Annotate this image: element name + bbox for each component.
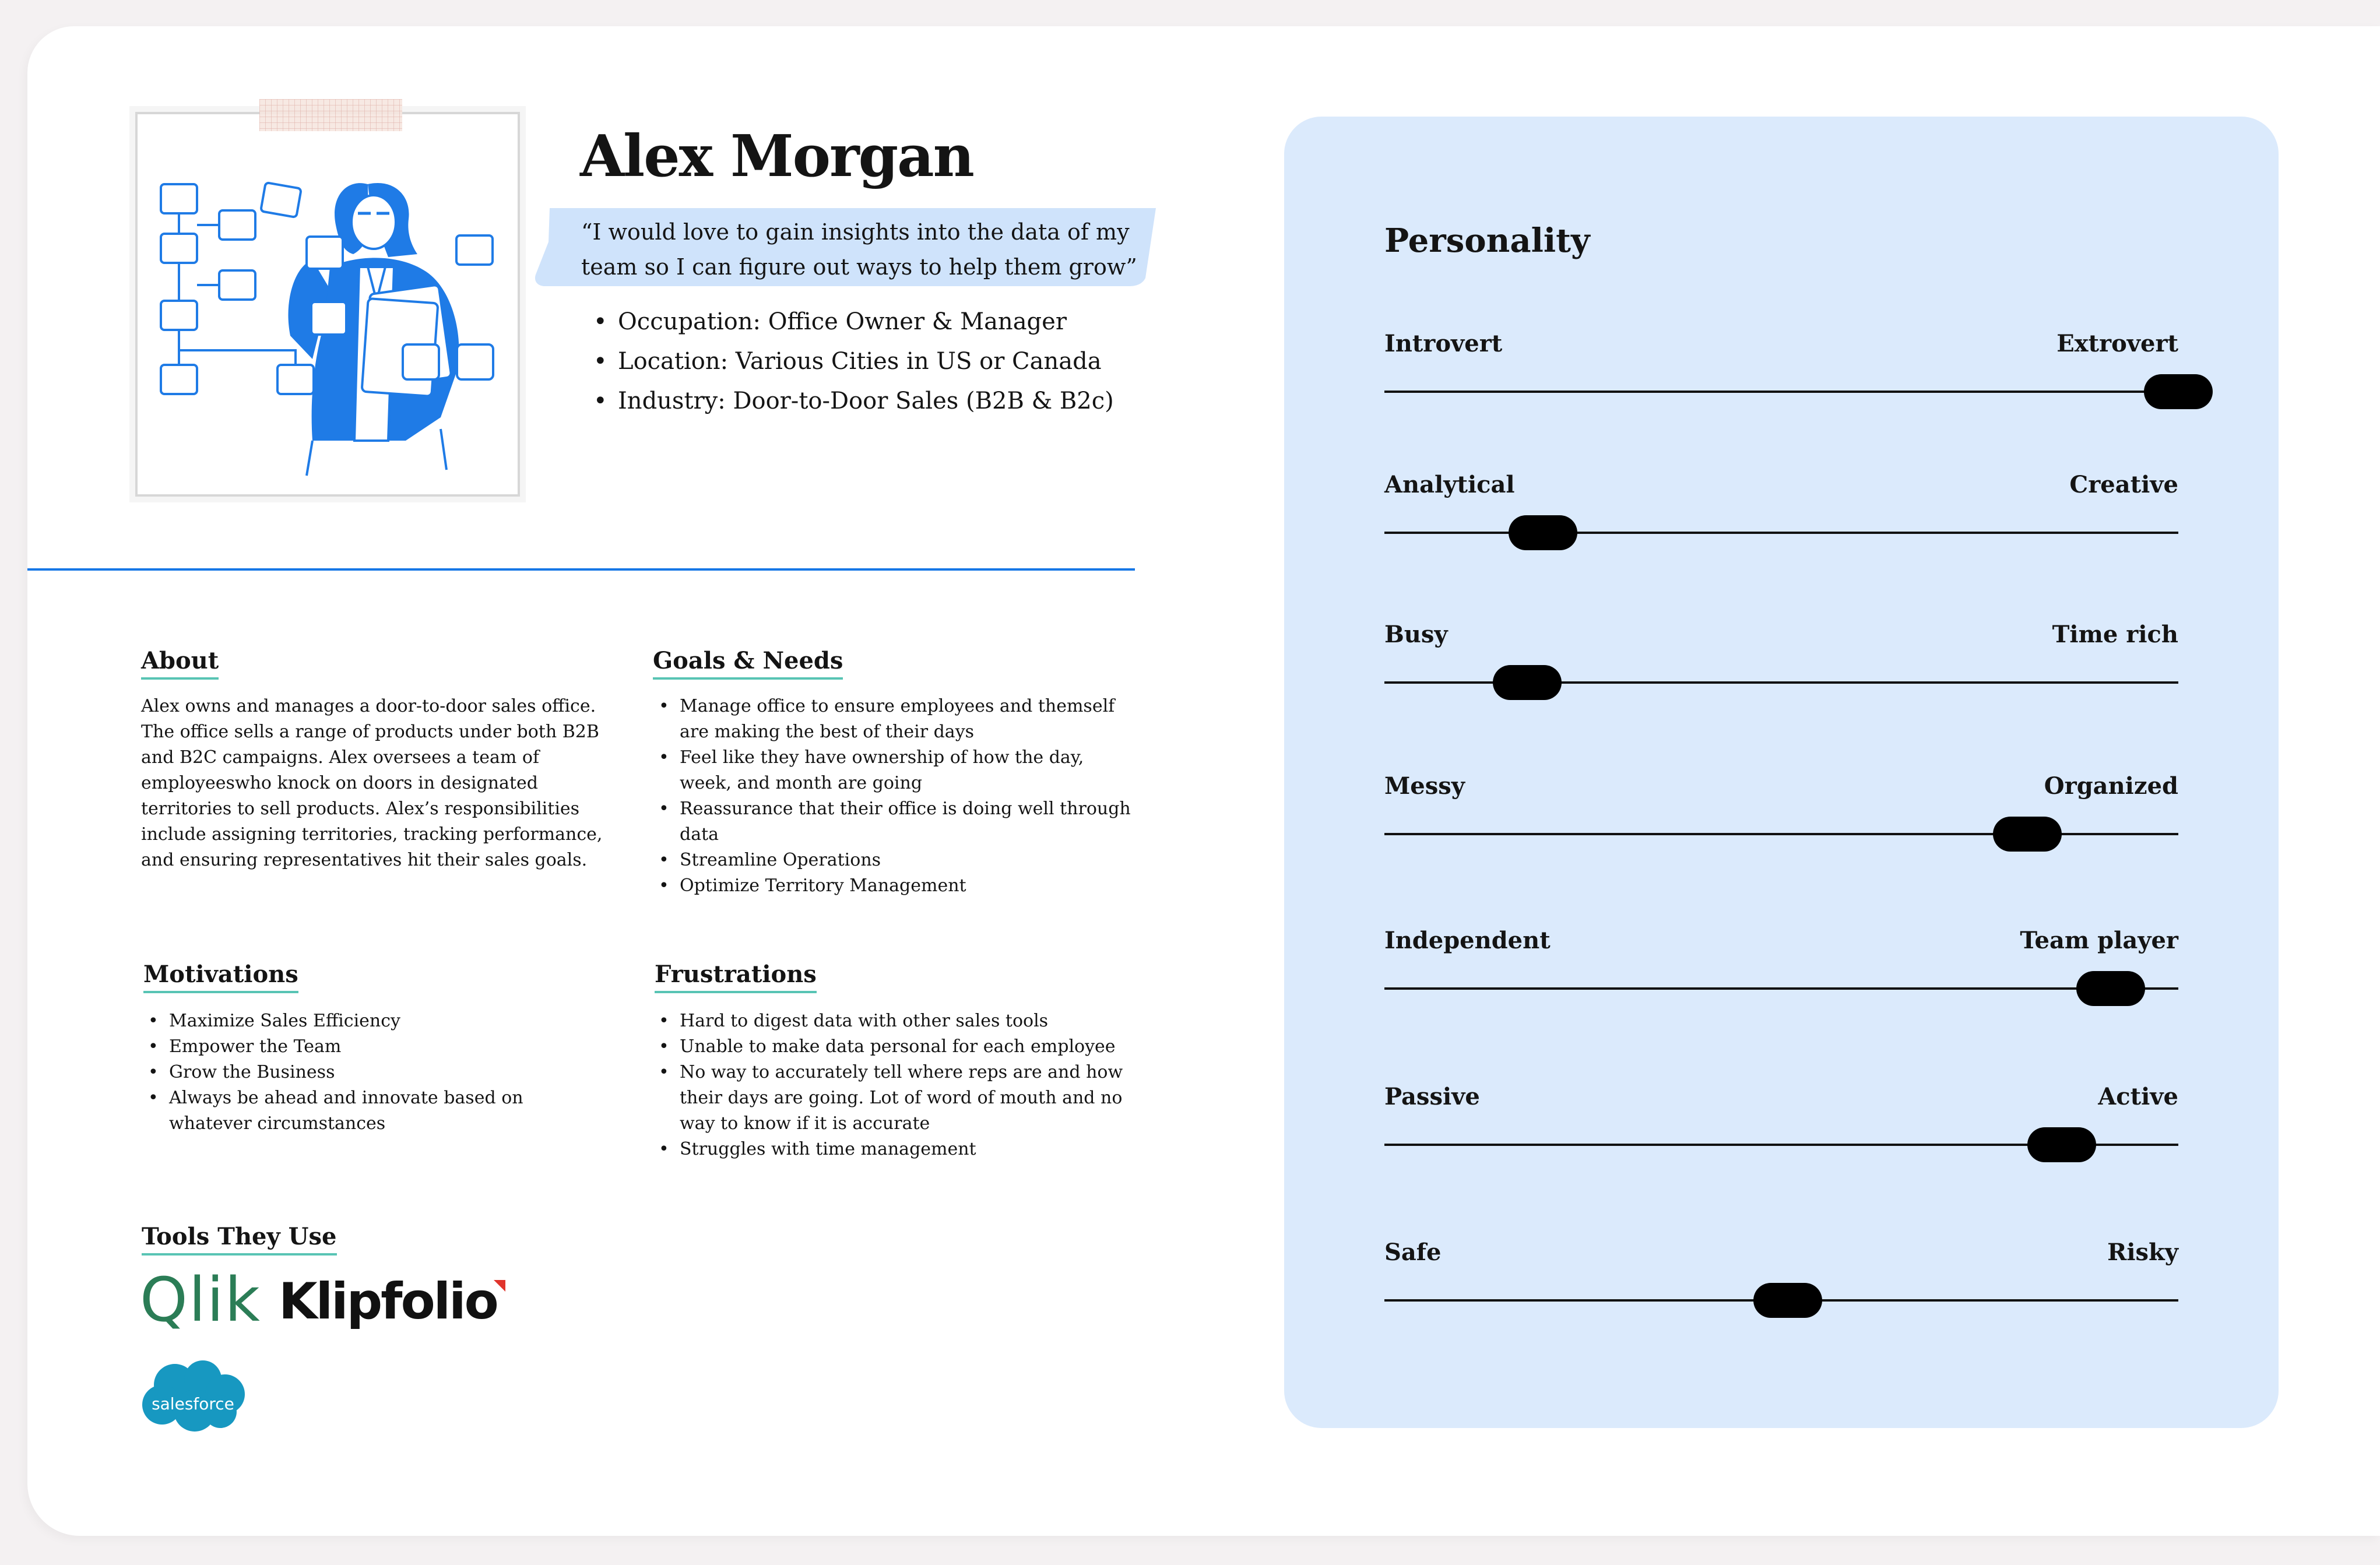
photo-tape: [259, 99, 402, 131]
list-item: • Grow the Business: [142, 1060, 603, 1085]
trait-right-label: Time rich: [2052, 621, 2178, 648]
trait-left-label: Messy: [1384, 772, 1465, 800]
trait-right-label: Extrovert: [2056, 330, 2178, 357]
list-item: • Always be ahead and innovate based on whatever circumstances: [142, 1085, 603, 1137]
trait-left-label: Introvert: [1384, 330, 1503, 357]
trait-passive-active: [1384, 1083, 2178, 1176]
trait-left-label: Independent: [1384, 927, 1551, 954]
trait-right-label: Team player: [2020, 927, 2178, 954]
trait-track: [1384, 532, 2178, 534]
klipfolio-logo: [279, 1272, 505, 1331]
persona-name: Alex Morgan: [580, 123, 973, 190]
fact-location: • Location: Various Cities in US or Canada: [606, 342, 1114, 381]
trait-slider-knob[interactable]: [1509, 515, 1577, 550]
trait-slider-knob[interactable]: [1993, 817, 2062, 852]
about-text: Alex owns and manages a door-to-door sales office. The office sells a range of products under both B2B and B2C campaigns. Alex oversees a team of employeeswho knock on doors in designated territories to sell products. Alex’s responsibilities include assigning territories, tracking performance, and ensuring representatives hit their sales goals.: [141, 696, 603, 870]
klipfolio-logo-text: Klipfolio: [279, 1272, 497, 1331]
personality-panel: [1284, 117, 2279, 1428]
list-item: • Optimize Territory Management: [653, 873, 1137, 899]
persona-illustration: [138, 114, 518, 494]
klipfolio-triangle-icon: [494, 1280, 505, 1292]
list-item: • Struggles with time management: [653, 1137, 1137, 1162]
trait-analytical-creative: [1384, 471, 2178, 564]
persona-quote-block: [533, 207, 1157, 289]
motivations-list: [142, 1008, 603, 1137]
trait-independent-teamplayer: [1384, 927, 2178, 1020]
about-title: About: [141, 647, 219, 680]
trait-right-label: Organized: [2044, 772, 2178, 800]
list-item: • Feel like they have ownership of how the day, week, and month are going: [653, 745, 1137, 796]
trait-slider-knob[interactable]: [2027, 1127, 2096, 1162]
trait-left-label: Passive: [1384, 1083, 1480, 1110]
trait-safe-risky: [1384, 1239, 2178, 1332]
frustrations-list: [653, 1008, 1137, 1162]
list-item: • Hard to digest data with other sales tools: [653, 1008, 1137, 1034]
list-item: • No way to accurately tell where reps are and how their days are going. Lot of word of mouth and no way to know if it is accurate: [653, 1060, 1137, 1137]
list-item: • Maximize Sales Efficiency: [142, 1008, 603, 1034]
trait-messy-organized: [1384, 772, 2178, 866]
trait-slider-knob[interactable]: [1753, 1283, 1822, 1318]
trait-right-label: Risky: [2107, 1239, 2178, 1266]
persona-quote: “I would love to gain insights into the data of my team so I can figure out ways to help them grow”: [581, 219, 1137, 280]
trait-slider-knob[interactable]: [2144, 374, 2213, 409]
personality-title: Personality: [1384, 221, 1590, 260]
persona-photo-card: [135, 112, 520, 497]
tools-title: Tools They Use: [142, 1223, 337, 1255]
trait-track: [1384, 987, 2178, 990]
trait-right-label: Active: [2098, 1083, 2178, 1110]
salesforce-logo: [139, 1358, 247, 1436]
list-item: • Empower the Team: [142, 1034, 603, 1060]
qlik-logo: Qlik: [140, 1264, 261, 1335]
goals-list: [653, 694, 1137, 899]
trait-right-label: Creative: [2069, 471, 2178, 498]
salesforce-logo-text: salesforce: [152, 1394, 234, 1413]
frustrations-title: Frustrations: [655, 961, 817, 993]
persona-facts: [606, 302, 1114, 421]
section-divider: [27, 568, 1135, 571]
goals-title: Goals & Needs: [653, 647, 843, 680]
trait-busy-timerich: [1384, 621, 2178, 714]
trait-slider-knob[interactable]: [1493, 665, 1562, 700]
list-item: • Manage office to ensure employees and themself are making the best of their days: [653, 694, 1137, 745]
trait-track: [1384, 391, 2178, 393]
trait-left-label: Analytical: [1384, 471, 1515, 498]
list-item: • Reassurance that their office is doing well through data: [653, 796, 1137, 847]
fact-occupation: • Occupation: Office Owner & Manager: [606, 302, 1114, 342]
motivations-title: Motivations: [143, 961, 298, 993]
list-item: • Streamline Operations: [653, 847, 1137, 873]
list-item: • Unable to make data personal for each employee: [653, 1034, 1137, 1060]
trait-left-label: Busy: [1384, 621, 1448, 648]
trait-introvert-extrovert: [1384, 330, 2178, 423]
fact-industry: • Industry: Door-to-Door Sales (B2B & B2c): [606, 381, 1114, 421]
trait-left-label: Safe: [1384, 1239, 1442, 1266]
trait-slider-knob[interactable]: [2076, 971, 2145, 1006]
